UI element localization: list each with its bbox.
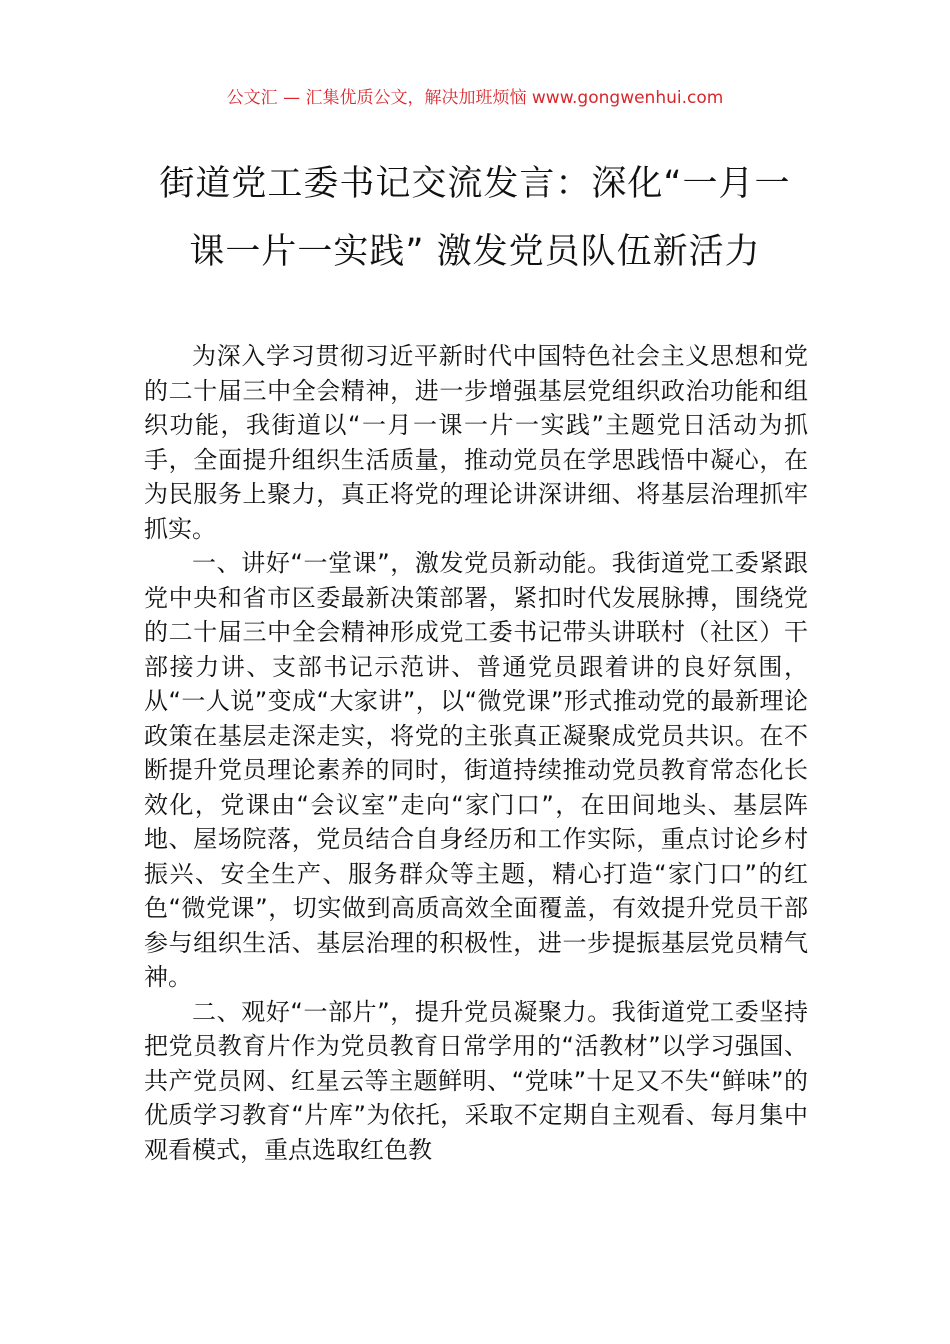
title-line-1: 街道党工委书记交流发言：深化“一月一 xyxy=(159,164,791,204)
document-body xyxy=(144,339,808,1167)
site-header-banner: 公文汇 — 汇集优质公文，解决加班烦恼 www.gongwenhui.com xyxy=(226,88,724,108)
title-line-2: 课一片一实践” 激发党员队伍新活力 xyxy=(189,232,761,272)
document-title xyxy=(140,150,810,286)
paragraph-section-1: 一、讲好“一堂课”，激发党员新动能。我街道党工委紧跟党中央和省市区委最新决策部署，紧扣时代发展脉搏，围绕党的二十届三中全会精神形成党工委书记带头讲联村（社区）干部接力讲、支部书记示范讲、普通党员跟着讲的良好氛围，从“一人说”变成“大家讲”，以“微党课”形式推动党的最新理论政策在基层走深走实，将党的主张真正凝聚成党员共识。在不断提升党员理论素养的同时，街道持续推动党员教育常态化长效化，党课由“会议室”走向“家门口”，在田间地头、基层阵地、屋场院落，党员结合自身经历和工作实际，重点讨论乡村振兴、安全生产、服务群众等主题，精心打造“家门口”的红色“微党课”，切实做到高质高效全面覆盖，有效提升党员干部参与组织生活、基层治理的积极性，进一步提振基层党员精气神。 xyxy=(144,549,808,991)
paragraph-section-2: 二、观好“一部片”，提升党员凝聚力。我街道党工委坚持把党员教育片作为党员教育日常学用的“活教材”以学习强国、共产党员网、红星云等主题鲜明、“党味”十足又不失“鲜味”的优质学习教育“片库”为依托，采取不定期自主观看、每月集中观看模式，重点选取红色教 xyxy=(144,997,808,1164)
paragraph-intro: 为深入学习贯彻习近平新时代中国特色社会主义思想和党的二十届三中全会精神，进一步增强基层党组织政治功能和组织功能，我街道以“一月一课一片一实践”主题党日活动为抓手，全面提升组织生活质量，推动党员在学思践悟中凝心，在为民服务上聚力，真正将党的理论讲深讲细、将基层治理抓牢抓实。 xyxy=(144,342,808,543)
